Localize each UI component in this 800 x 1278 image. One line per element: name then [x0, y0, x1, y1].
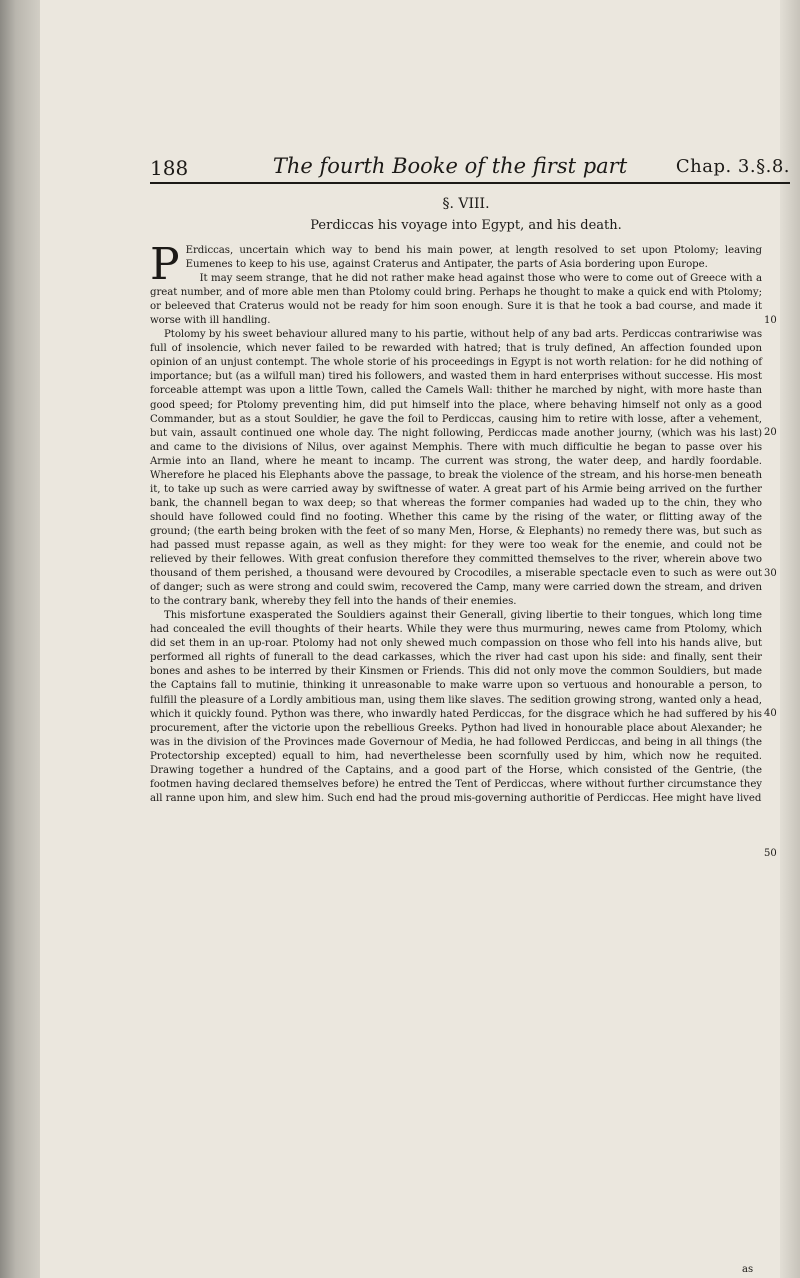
line-number: 10: [764, 315, 777, 326]
line-number: 20: [764, 427, 777, 438]
line-number: 30: [764, 568, 777, 579]
paragraph-1: [150, 239, 762, 290]
line-number: 50: [764, 848, 777, 859]
page-folio: 188: [150, 156, 189, 180]
running-title: The fourth Booke of the first part: [272, 154, 628, 178]
catchword: as: [742, 1264, 754, 1275]
section-number: §. VIII.: [442, 196, 490, 212]
paragraph-4: This misfortune exasperated the Souldiers against their Generall, giving libertie to their tongues, which long time had concealed the evill thoughts of their hearts. While they were thus murmuring, newes came from Ptolomy, which did set them in an up-roar. Ptolomy had not only shewed much compassion on those who fell into his hands alive, but performed all rights of funerall to the dead carkasses, which the river had cast upon his side: and finally, sent their bones and ashes to be interred by their Kinsmen or Friends. This did not only move the common Souldiers, but made the Captains fall to mutinie, thinking it unreasonable to make warre upon so vertuous and honourable a person, to fulfill the pleasure of a Lordly ambitious man, using them like slaves. The sedition growing strong, wanted only a head, which it quickly found. Python was there, who inwardly hated Perdiccas, for the disgrace which he had suffered by his procurement, after the victorie upon the rebellious Greeks. Python had lived in honourable place about Alexander; he was in the division of the Provinces made Governour of Media, he had followed Perdiccas, and being in all things (the Protectorship excepted) equall to him, had neverthelesse been scornfully used by him, which now he requited. Drawing together a hundred of the Captains, and a good part of the Horse, which consisted of the Gentrie, (the footmen having declared themselves before) he entred the Tent of Perdiccas, where without further circumstance they all ranne upon him, and slew him. Such end had the proud mis-governing authoritie of Perdiccas. Hee might have lived: [150, 610, 762, 804]
paragraph-2: It may seem strange, that he did not rather make head against those who were to come out of Greece with a great number, and of more able men than Ptolomy could bring. Perhaps he thought to make a quick end with Ptolomy; or beleeved that Craterus would not be ready for him soon enough. Sure it is that he took a bad course, and made it worse with ill handling.: [150, 273, 762, 327]
paragraph-3: Ptolomy by his sweet behaviour allured many to his partie, without help of any bad arts. Perdiccas contrariwise was full of insolencie, which never failed to be rewarded with hatred; that is truly defined, An affection founded upon opinion of an unjust contempt. The whole storie of his proceedings in Egypt is not worth relation: for he did nothing of importance; but (as a wilfull man) tired his followers, and wasted them in hard enterprises without successe. His most forceable attempt was upon a little Town, called the Camels Wall: thither he marched by night, with more haste than good speed; for Ptolomy preventing him, did put himself into the place, where behaving himself not only as a good Commander, but as a stout Souldier, he gave the foil to Perdiccas, causing him to retire with losse, after a vehement, but vain, assault continued one whole day. The night following, Perdiccas made another journy, (which was his last) and came to the divisions of Nilus, over against Memphis. There with much difficultie he began to passe over his Armie into an Iland, where he meant to incamp. The current was strong, the water deep, and hardly foordable. Wherefore he placed his Elephants above the passage, to break the violence of the stream, and his horse-men beneath it, to take up such as were carried away by swiftnesse of water. A great part of his Armie being arrived on the further bank, the channell began to wax deep; so that whereas the former companies had waded up to the chin, they who should have followed could find no footing. Whether this came by the rising of the water, or flitting away of the ground; (the earth being broken with the feet of so many Men, Horse, & Elephants) no remedy there was, but such as had passed must repasse again, as well as they might: for they were too weak for the enemie, and could not be relieved by their fellowes. With great confusion therefore they committed themselves to the river, wherein above two thousand of them perished, a thousand were devoured by Crocodiles, a miserable spectacle even to such as were out of danger; such as were strong and could swim, recovered the Camp, many were carried down the stream, and driven to the contrary bank, whereby they fell into the hands of their enemies.: [150, 329, 762, 608]
line-number: 40: [764, 708, 777, 719]
paragraph-text: Erdiccas, uncertain which way to bend his main power, at length resolved to set upon Ptolomy; leaving Eumenes to keep to his use, against Craterus and Antipater, the parts of Asia bordering upon Europe.: [185, 245, 762, 271]
running-header: [150, 150, 790, 184]
book-binding-shadow: [0, 0, 40, 1278]
section-title: Perdiccas his voyage into Egypt, and his death.: [310, 218, 622, 233]
chapter-reference: Chap. 3.§.8.: [675, 156, 790, 177]
margin-line-numbers: [764, 244, 784, 1244]
drop-capital: P: [150, 239, 180, 290]
body-text: [150, 239, 762, 806]
